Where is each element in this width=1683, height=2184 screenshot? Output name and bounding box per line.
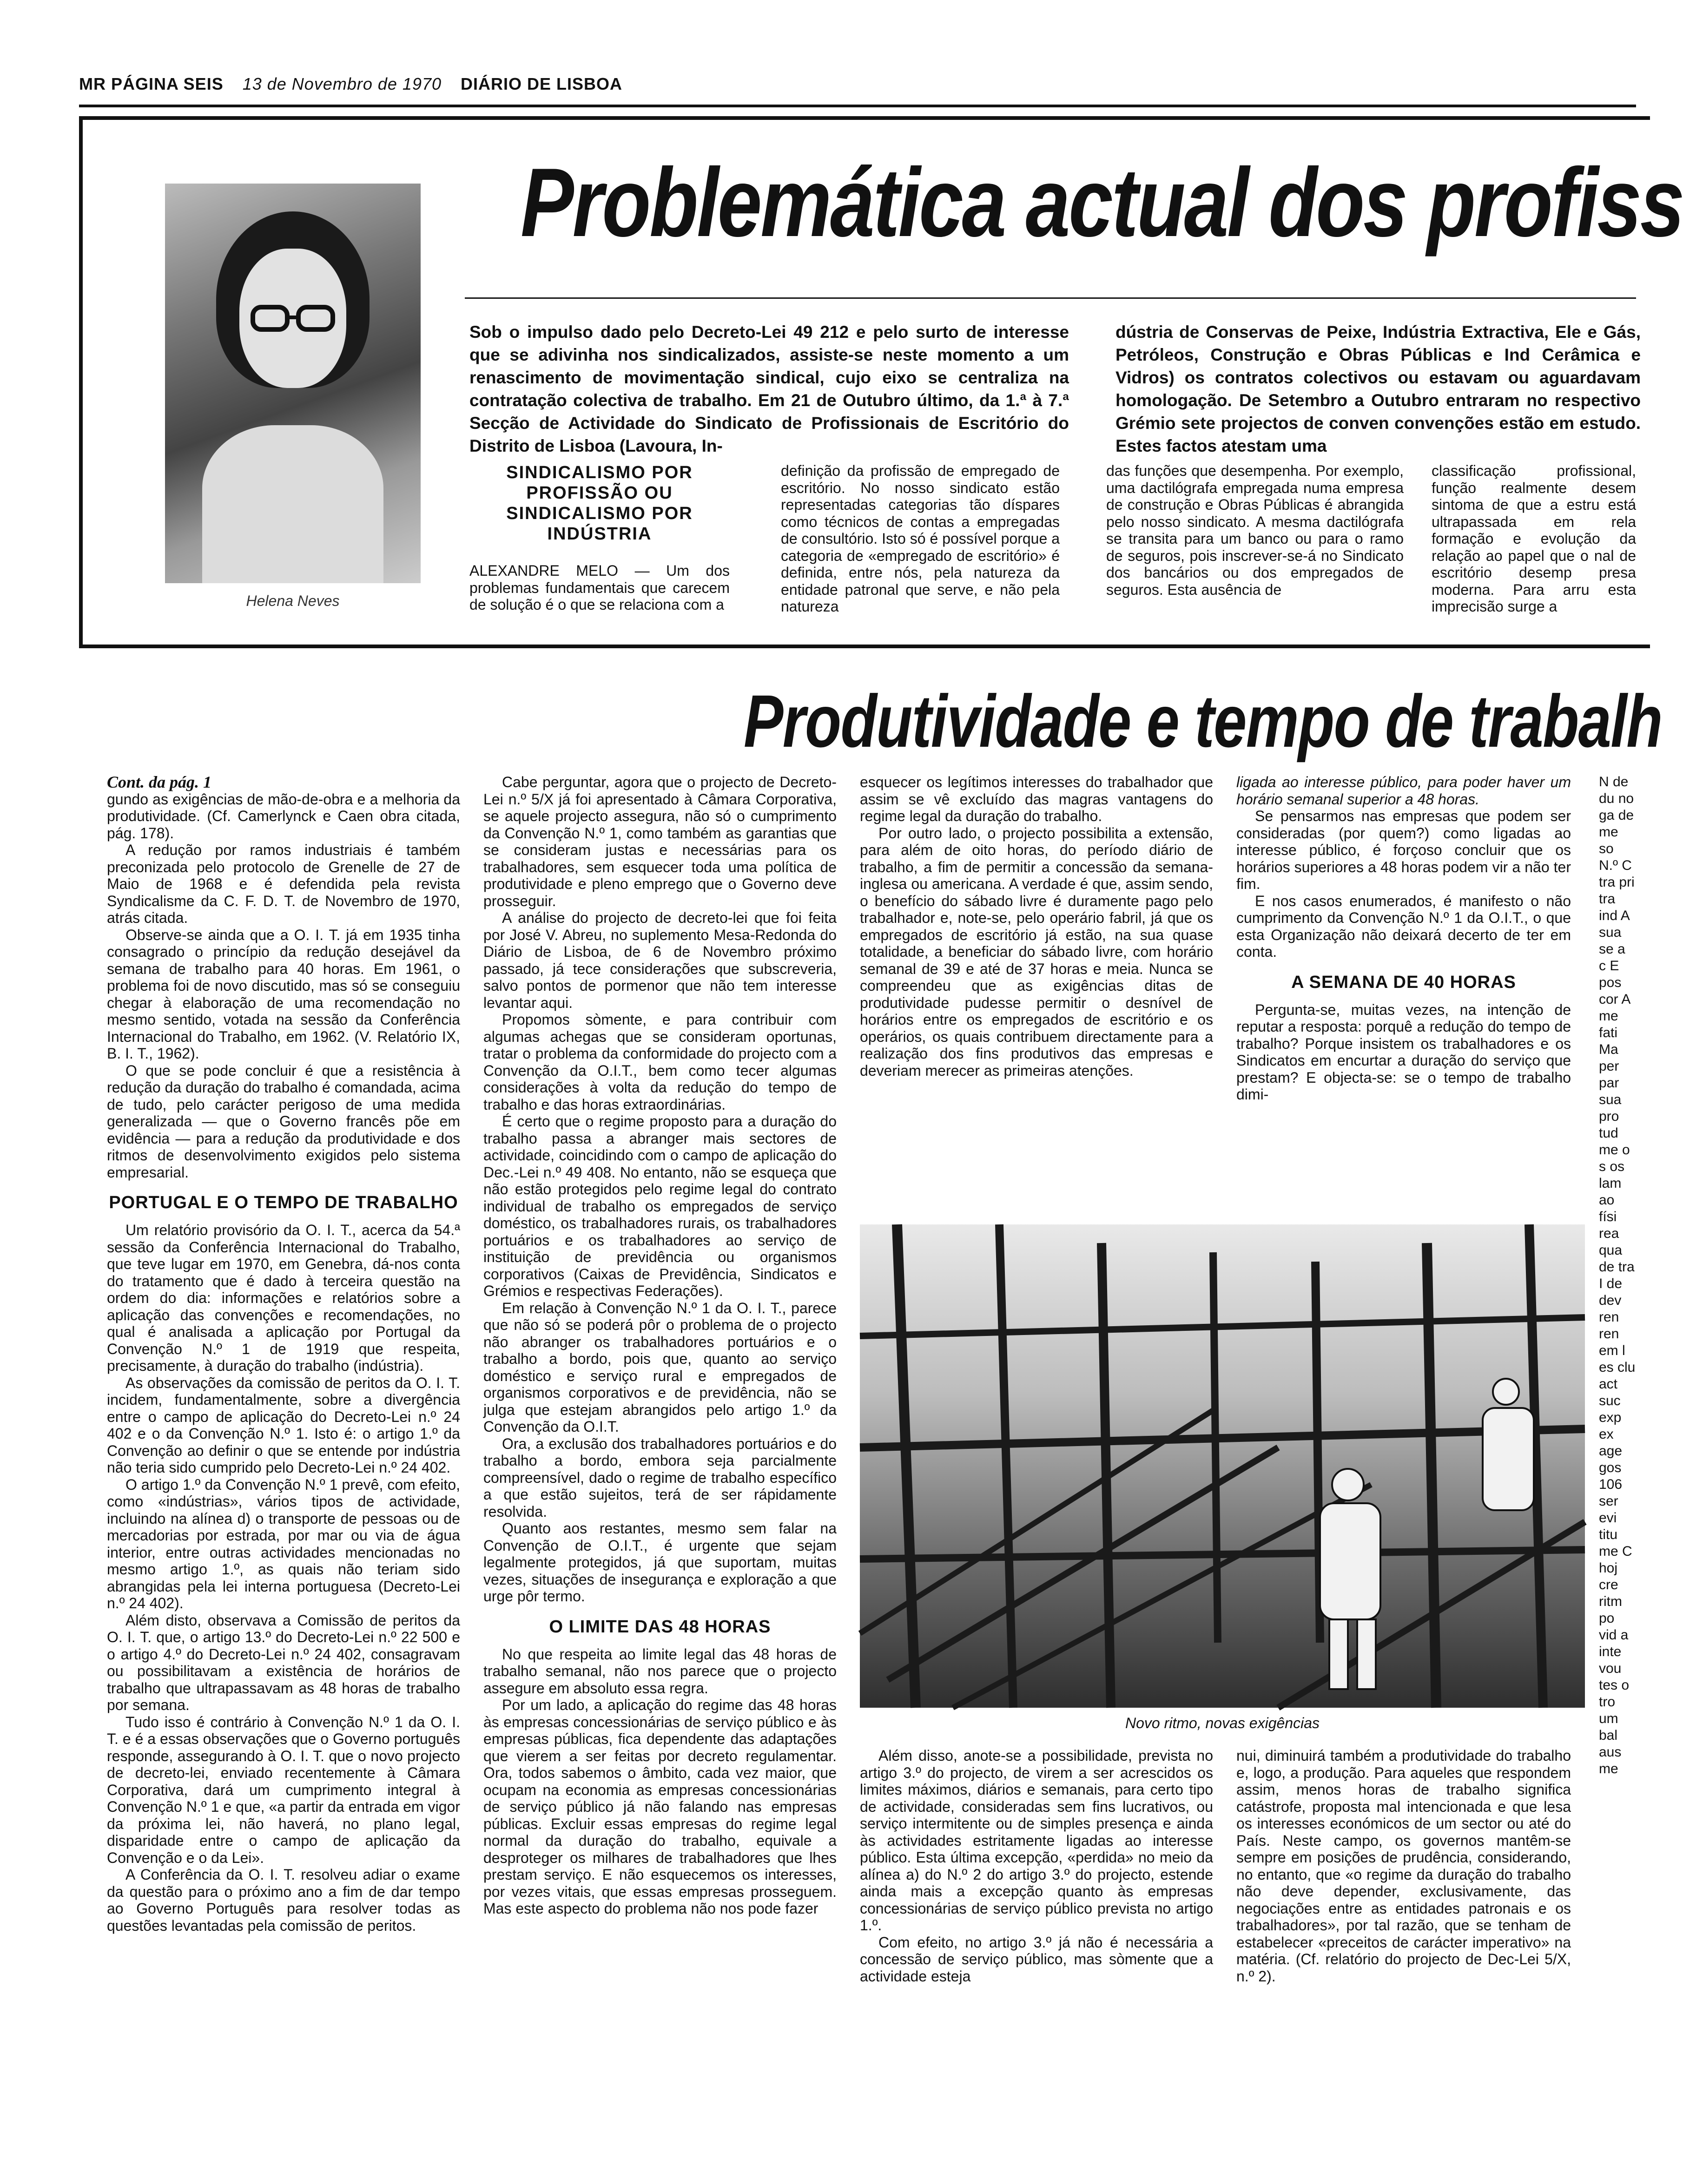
paragraph: Tudo isso é contrário à Convenção N.º 1 da O. I. T. e é a essas observações que o Governo português responde, assegurando à O. I. T. que o novo projecto de decreto-lei, enviado recentemente à Câmara Corporativa, dará um cumprimento integral à Convenção N.º 1 e que, «a partir da entrada em vigor da próxima lei, não haverá, no plano legal, disparidade entre o campo de aplicação da Convenção e o da Lei». [107, 1713, 460, 1866]
article2-col4-top [1236, 774, 1571, 1210]
paragraph: Além disto, observava a Comissão de peritos da O. I. T. que, o artigo 13.º do Decreto-Lei n.º 22 500 e o artigo 4.º do Decreto-Lei n.º 24 402, consagravam ou possibilitavam a existência de horários de trabalho que ultrapassavam as 48 horas de trabalho por semana. [107, 1612, 460, 1713]
article2-col3-top [860, 774, 1213, 1210]
section-heading: A SEMANA DE 40 HORAS [1291, 972, 1516, 992]
article1-subhead: SINDICALISMO POR PROFISSÃO OU SINDICALISMO POR INDÚSTRIA [506, 463, 693, 544]
section-heading: O LIMITE DAS 48 HORAS [549, 1617, 771, 1637]
article2-col2 [483, 774, 837, 2121]
paragraph: A análise do projecto de decreto-lei que foi feita por José V. Abreu, no suplemento Mesa-Redonda do Diário de Lisboa, de 6 de Novembro próximo passado, já tece considerações que subscreveria, salvo pontos de pormenor que não tem interesse levantar aqui. [483, 909, 837, 1011]
paragraph: Por outro lado, o projecto possibilita a extensão, para além de oito horas, do período diário de trabalho, a fim de permitir a concessão da semana-inglesa ou americana. A verdade é que, assim sendo, o benefício do sábado livre é duramente pago pelo trabalhador e, note-se, pelo operário fabril, já que os empregados de escritório já estão, na sua quase totalidade, a beneficiar do sábado livre, com horário semanal de 39 e até de 37 horas e meia. Nunca se compreendeu que as exigências ditas de produtividade pudesse permitir o desnível de horários entre os empregados de escritório e os operários, os quais contribuem directamente para a realização dos fins produtivos das empresas e deveriam merecer as primeiras atenções. [860, 824, 1213, 1079]
paragraph: O que se pode concluir é que a resistência à redução da duração do trabalho é comandada, acima de tudo, pelo carácter perigoso de uma medida generalizada — que o Governo francês põe em evidência — para a redução da produtividade e dos ritmos de desenvolvimento exigidos pelo sistema empresarial. [107, 1062, 460, 1181]
portrait-photo [165, 184, 421, 583]
masthead [79, 74, 683, 102]
paragraph: As observações da comissão de peritos da O. I. T. incidem, fundamentalmente, sobre a divergência entre o campo de aplicação do Decreto-Lei n.º 24 402 e o da Convenção N.º 1. Isto é: o artigo 1.º da Convenção ao definir o que se entende por indústria não teria sido cumprido pelo Decreto-Lei n.º 24 402. [107, 1374, 460, 1476]
article1-col4: classificação profissional, função realmente desem sintoma de que a estru está ultrapassada em rela formação e evolução da relação ao papel que o nal de escritório desemp presa moderna. Para arru esta imprecisão surge a [1432, 462, 1636, 615]
article1-title: Problemática actual dos profiss [521, 148, 1683, 257]
paragraph: É certo que o regime proposto para a duração do trabalho passa a abranger mais sectores de actividade, coincidindo com o campo de aplicação do Dec.-Lei n.º 49 408. No entanto, não se esqueça que não estão protegidos pelo regime legal do contrato individual de trabalho os empregados de serviço doméstico, os trabalhadores rurais, os trabalhadores portuários e os trabalhadores ao serviço de instituição de previdência ou organismos corporativos (Caixas de Previdência, Sindicatos e Grémios e respectivas Federações). [483, 1113, 837, 1299]
paragraph: Com efeito, no artigo 3.º já não é necessária a concessão de serviço público, mas sòmente que a actividade esteja [860, 1934, 1213, 1985]
article1-col1: ALEXANDRE MELO — Um dos problemas fundamentais que carecem de solução é o que se relaciona com a [469, 562, 730, 613]
article2-col3-bottom [860, 1747, 1213, 2119]
masthead-paper: DIÁRIO DE LISBOA [461, 74, 623, 93]
article1-col2: definição da profissão de empregado de escritório. No nosso sindicato estão representadas categorias tão díspares como técnicos de contas a empregadas de consultório. Isto só é possível porque a categoria de «empregado de escritório» é definida, entre nós, pela natureza da entidade patronal que serve, e não pela natureza [781, 462, 1060, 615]
section-heading: PORTUGAL E O TEMPO DE TRABALHO [109, 1193, 458, 1212]
paragraph: A Conferência da O. I. T. resolveu adiar o exame da questão para o próximo ano a fim de dar tempo ao Governo Português para resolver todas as questões levantadas pela comissão de peritos. [107, 1866, 460, 1934]
paragraph: Em relação à Convenção N.º 1 da O. I. T., parece que não só se poderá pôr o problema de o projecto não abranger os trabalhadores portuários e o trabalho a bordo, pois que, quanto ao serviço doméstico e serviço rural e empregados de organismos corporativos e de previdência, não se julga que estejam abrangidos pelo artigo 1.º da Convenção da O.I.T. [483, 1299, 837, 1435]
paragraph: Além disso, anote-se a possibilidade, prevista no artigo 3.º do projecto, de virem a ser acrescidos os limites máximos, diários e semanais, para certo tipo de actividade, consideradas sem fins lucrativos, ou serviço intermitente ou de simples presença e ainda às actividades estritamente ligadas ao interesse público. Esta última excepção, «perdida» no meio da alínea a) do N.º 2 do artigo 3.º do projecto, estende ainda mais a excepção quanto às empresas concessionárias de serviço público prevista no artigo 1.º. [860, 1747, 1213, 1934]
masthead-page: MR PÁGINA SEIS [79, 74, 224, 93]
paragraph: Se pensarmos nas empresas que podem ser consideradas (por quem?) como ligadas ao interesse público, é forçoso concluir que os horários superiores a 48 horas podem vir a não ter fim. [1236, 808, 1571, 892]
paragraph: gundo as exigências de mão-de-obra e a melhoria da produtividade. (Cf. Camerlynck e Caen obra citada, pág. 178). [107, 790, 460, 842]
paragraph: A redução por ramos industriais é também preconizada pelo protocolo de Grenelle de 27 de Maio de 1968 e é defendida pela revista Syndicalisme da C. F. D. T. de Novembro de 1970, atrás citada. [107, 842, 460, 926]
paragraph: Cabe perguntar, agora que o projecto de Decreto-Lei n.º 5/X já foi apresentado à Câmara Corporativa, se aquele projecto assegura, não só o cumprimento da Convenção N.º 1, como também as garantias que se consideram justas e necessárias para os trabalhadores, sem esquecer toda uma política de produtividade e pleno emprego que o Governo deve prosseguir. [483, 774, 837, 909]
portrait-caption: Helena Neves [246, 592, 340, 609]
paragraph: O artigo 1.º da Convenção N.º 1 prevê, com efeito, como «indústrias», vários tipos de actividade, incluindo na alínea d) o transporte de pessoas ou de mercadorias por estrada, por mar ou via de água interior, entre outras actividades mencionadas no mesmo artigo 1.º, as quais não teriam sido abrangidas pela lei interna portuguesa (Decreto-Lei n.º 24 402). [107, 1476, 460, 1612]
article1-col3: das funções que desempenha. Por exemplo, uma dactilógrafa empregada numa empresa de construção e Obras Públicas é abrangida pelo nosso sindicato. A mesma dactilógrafa se transita para um banco ou para o ramo de seguros, pois inscrever-se-á no Sindicato dos bancários ou dos empregados de seguros. Esta ausência de [1106, 462, 1404, 598]
paragraph: ligada ao interesse público, para poder haver um horário semanal superior a 48 horas. [1236, 774, 1571, 808]
masthead-date: 13 de Novembro de 1970 [242, 74, 442, 93]
paragraph: Ora, a exclusão dos trabalhadores portuários e do trabalho a bordo, embora seja parcialmente compreensível, dado o regime de trabalho específico a que estão sujeitos, terá de ser rápidamente resolvida. [483, 1435, 837, 1520]
article2-edge-col: N de du no ga de me so N.º C tra pri tra ind A sua se a c E pos cor A me fati Ma per par sua pro tud me o s os lam ao físi rea qua de tra I de dev ren ren em l es clu act suc exp ex age gos 106 ser evi titu me C hoj cre ritm po vid a inte vou tes o tro um bal aus me [1599, 774, 1636, 1776]
article1-lead-left: Sob o impulso dado pelo Decreto-Lei 49 212 e pelo surto de interesse que se adivinha nos sindicalizados, assiste-se neste momento a um renascimento de movimentação sindical, cujo eixo se centraliza na contratação colectiva de trabalho. Em 21 de Outubro último, da 1.ª à 7.ª Secção de Actividade do Sindicato de Profissionais de Escritório do Distrito de Lisboa (Lavoura, In- [469, 322, 1069, 455]
article2-title: Produtividade e tempo de trabalh [744, 679, 1662, 763]
construction-photo [860, 1224, 1585, 1708]
paragraph: Propomos sòmente, e para contribuir com algumas achegas que se consideram oportunas, tratar o problema da conformidade do projecto com a Convenção da O.I.T., bem como tecer algumas considerações à volta da redução do tempo de trabalho e das horas extraordinárias. [483, 1011, 837, 1113]
paragraph: esquecer os legítimos interesses do trabalhador que assim se vê excluído das magras vantagens do regime legal da duração do trabalho. [860, 774, 1213, 824]
scaffolding-illustration [860, 1224, 1585, 1708]
paragraph: nui, diminuirá também a produtividade do trabalho e, logo, a produção. Para aqueles que respondem assim, menos horas de trabalho significa catástrofe, proposta mal intencionada e que lesa os interesses económicos de um sector ou até do País. Neste campo, os governos mantêm-se sempre em posições de prudência, considerando, no entanto, que «o regime da duração do trabalho não deve depender, exclusivamente, das negociações entre as entidades patronais e os trabalhadores», por tal razão, que se tenham de estabelecer «preceitos de carácter imperativo» na matéria. (Cf. relatório do projecto de Dec-Lei 5/X, n.º 2). [1236, 1747, 1571, 1985]
paragraph: No que respeita ao limite legal das 48 horas de trabalho semanal, não nos parece que o projecto assegure em absoluto essa regra. [483, 1645, 837, 1697]
portrait-body [202, 425, 383, 583]
paragraph: Um relatório provisório da O. I. T., acerca da 54.ª sessão da Conferência Internacional do Trabalho, que teve lugar em 1970, em Genebra, dá-nos conta do tratamento que é dado à terceira questão na ordem do dia: informações e relatórios sobre a aplicação das convenções e recomendações, no qual é analisada a aplicação por Portugal da Convenção N.º 1 de 1919 que respeita, precisamente, à duração do trabalho (indústria). [107, 1222, 460, 1374]
paragraph: Por um lado, a aplicação do regime das 48 horas às empresas concessionárias de serviço público e às empresas públicas, fica dependente das adaptações que vierem a ser feitas por decreto regulamentar. Ora, todos sabemos o âmbito, cada vez maior, que ocupam na economia as empresas concessionárias de serviço público já não falando nas empresas públicas. Excluir essas empresas do regime legal normal da duração do trabalho, equivale a desproteger os milhares de trabalhadores que lhes prestam serviço. E não esquecemos os interesses, por vezes vitais, que essas empresas prosseguem. Mas este aspecto do problema não nos pode fazer [483, 1697, 837, 1917]
glasses-icon [251, 304, 335, 332]
paragraph: E nos casos enumerados, é manifesto o não cumprimento da Convenção N.º 1 da O.I.T., o que esta Organização não deixará decerto de ter em conta. [1236, 892, 1571, 960]
continuation-note: Cont. da pág. 1 [107, 773, 212, 791]
paragraph: Quanto aos restantes, mesmo sem falar na Convenção de O.I.T., é urgente que sejam legalmente protegidos, já que suportam, muitas vezes, situações de insegurança e exploração a que urge pôr termo. [483, 1520, 837, 1605]
paragraph: Pergunta-se, muitas vezes, na intenção de reputar a resposta: porquê a redução do tempo de trabalho? Porque insistem os trabalhadores e os Sindicatos em encurtar a duração do serviço que prestam? E objecta-se: se o tempo de trabalho dimi- [1236, 1001, 1571, 1103]
article1-title-rule [465, 297, 1636, 299]
article2-col1 [107, 774, 460, 2121]
article1-lead-right: dústria de Conservas de Peixe, Indústria Extractiva, Ele e Gás, Petróleos, Construção e Obras Públicas e Ind Cerâmica e Vidros) os contratos colectivos ou estavam ou aguardavam homologação. De Setembro a Outubro entraram no respectivo Grémio sete projectos de conven convenções estão em estudo. Estes factos atestam uma [1115, 322, 1641, 455]
paragraph: Observe-se ainda que a O. I. T. já em 1935 tinha consagrado o princípio da redução desejável da semana de trabalho para 40 horas. Em 1961, o problema foi de novo discutido, mas só se conseguiu chegar à elaboração de uma recomendação no mesmo sentido, votada na sessão da Conferência Internacional do Trabalho, em 1962. (V. Relatório IX, B. I. T., 1962). [107, 926, 460, 1062]
article2-col4-bottom [1236, 1747, 1571, 2119]
construction-photo-caption: Novo ritmo, novas exigências [1125, 1715, 1320, 1731]
masthead-rule [79, 105, 1636, 107]
